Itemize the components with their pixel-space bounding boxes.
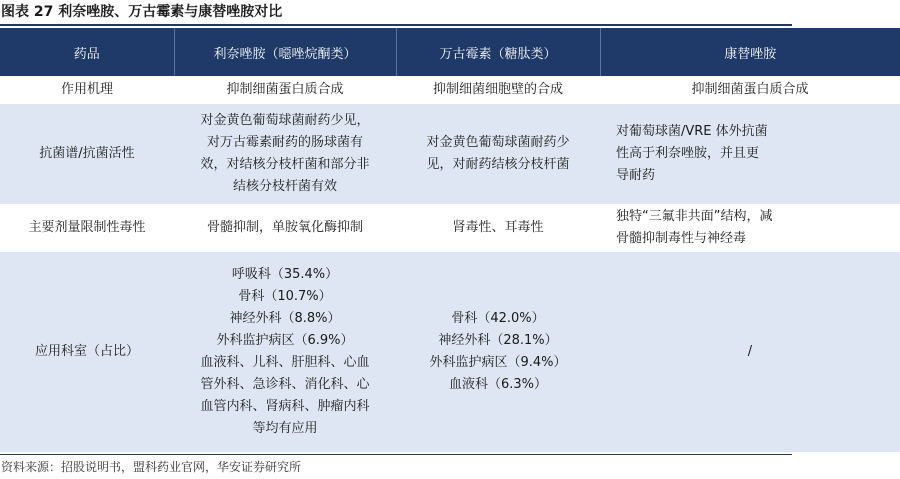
table-header-row [0, 28, 900, 76]
table-cell-vancomycin [396, 252, 600, 452]
cell-line: 见，对耐药结核分枝杆菌 [426, 157, 570, 172]
header-cell-vancomycin: 万古霉素（糖肽类） [396, 28, 600, 76]
row-label: 抗菌谱/抗菌活性 [0, 104, 174, 204]
cell-line: 骨髓抑制，单胺氧化酶抑制 [206, 220, 363, 235]
comparison-table [0, 28, 900, 452]
cell-line: 抑制细菌蛋白质合成 [691, 82, 809, 97]
cell-line: 外科监护病区（6.9%） [216, 333, 354, 348]
table-cell-linezolid [174, 204, 396, 252]
figure-title: 图表 27 利奈唑胺、万古霉素与康替唑胺对比 [0, 0, 792, 26]
cell-line: 神经外科（8.8%） [229, 311, 341, 326]
cell-line: 等均有应用 [252, 421, 318, 436]
source-note: 资料来源：招股说明书，盟科药业官网，华安证券研究所 [0, 454, 792, 479]
table-cell-contezolid [600, 204, 900, 252]
table-cell-vancomycin [396, 204, 600, 252]
cell-line: 血液科（6.3%） [448, 377, 548, 392]
cell-line: 独特“三氟非共面”结构，减 [616, 209, 773, 224]
cell-line: 肾毒性、耳毒性 [452, 220, 544, 235]
row-label: 主要剂量限制性毒性 [0, 204, 174, 252]
table-cell-linezolid [174, 76, 396, 104]
cell-line: 外科监护病区（9.4%） [429, 355, 567, 370]
cell-line: 神经外科（28.1%） [438, 333, 558, 348]
table-row-spectrum [0, 104, 900, 204]
table-row-toxicity [0, 204, 900, 252]
header-cell-linezolid: 利奈唑胺（噁唑烷酮类） [174, 28, 396, 76]
comparison-table-wrapper [0, 28, 809, 454]
table-cell-vancomycin [396, 104, 600, 204]
cell-line: 呼吸科（35.4%） [231, 267, 339, 282]
table-cell-linezolid [174, 252, 396, 452]
cell-line: 抑制细菌细胞壁的合成 [432, 82, 563, 97]
table-cell-contezolid [600, 76, 900, 104]
cell-line: 效，对结核分枝杆菌和部分非 [200, 157, 370, 172]
header-cell-drug: 药品 [0, 28, 174, 76]
cell-line: 血液科、儿科、肝胆科、心血 [200, 355, 370, 370]
table-row-mechanism [0, 76, 900, 104]
table-cell-linezolid [174, 104, 396, 204]
cell-line: 对葡萄球菌/VRE 体外抗菌 [616, 124, 768, 139]
table-cell-vancomycin [396, 76, 600, 104]
header-cell-contezolid: 康替唑胺 [600, 28, 900, 76]
table-cell-contezolid [600, 104, 900, 204]
cell-line: 骨科（42.0%） [451, 311, 545, 326]
cell-line: 对金黄色葡萄球菌耐药少见， [200, 113, 370, 128]
cell-line: / [747, 344, 753, 359]
table-body [0, 76, 900, 452]
cell-line: 对金黄色葡萄球菌耐药少 [426, 135, 570, 150]
cell-line: 管外科、急诊科、消化科、心 [200, 377, 370, 392]
cell-line: 血管内科、肾病科、肿瘤内科 [200, 399, 370, 414]
cell-line: 骨髓抑制毒性与神经毒 [616, 231, 747, 246]
cell-line: 对万古霉素耐药的肠球菌有 [206, 135, 363, 150]
cell-line: 导耐药 [616, 168, 656, 183]
row-label: 应用科室（占比） [0, 252, 174, 452]
table-cell-contezolid [600, 252, 900, 452]
cell-line: 骨科（10.7%） [238, 289, 332, 304]
table-row-departments [0, 252, 900, 452]
row-label: 作用机理 [0, 76, 174, 104]
cell-line: 结核分枝杆菌有效 [232, 179, 337, 194]
cell-line: 抑制细菌蛋白质合成 [226, 82, 344, 97]
cell-line: 性高于利奈唑胺，并且更 [616, 146, 760, 161]
